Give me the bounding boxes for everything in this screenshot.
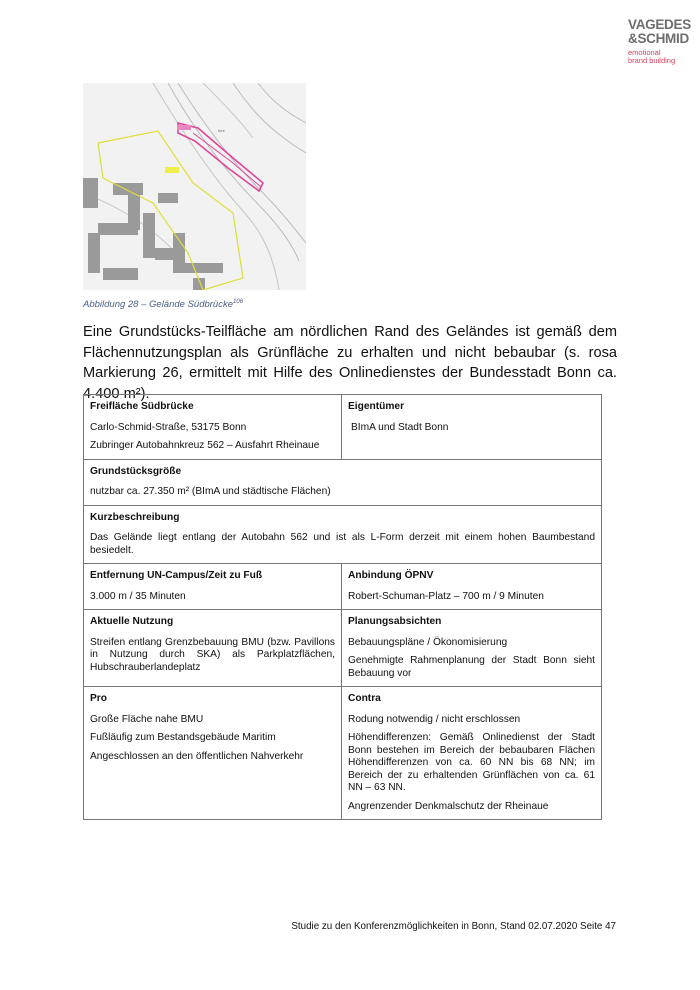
figure-caption-text: Abbildung 28 – Gelände Südbrücke <box>83 299 234 311</box>
size-heading: Grundstücksgröße <box>90 465 182 477</box>
planning-item: Genehmigte Rahmenplanung der Stadt Bonn sieht Bebauung vor <box>348 655 595 679</box>
contra-cell <box>342 687 602 820</box>
figure-footnote-marker: 106 <box>233 299 244 305</box>
contra-heading: Contra <box>348 693 381 704</box>
svg-text:Innr: Innr <box>218 128 225 133</box>
description-value: Das Gelände liegt entlang der Autobahn 562 und ist als L-Form derzeit mit einem hohen Baumbestand besiedelt. <box>90 532 595 556</box>
contra-item: Rodung notwendig / nicht erschlossen <box>348 713 521 725</box>
size-cell <box>84 459 602 505</box>
planning-heading: Planungsabsichten <box>348 616 442 627</box>
page-footer: Studie zu den Konferenzmöglichkeiten in Bonn, Stand 02.07.2020 Seite 47 <box>291 921 616 932</box>
site-address: Carlo-Schmid-Straße, 53175 Bonn <box>90 421 247 433</box>
table-row <box>84 564 602 610</box>
distance-cell <box>84 564 342 610</box>
site-access: Zubringer Autobahnkreuz 562 – Ausfahrt Rheinaue <box>90 440 320 451</box>
distance-heading: Entfernung UN-Campus/Zeit zu Fuß <box>90 570 263 581</box>
transit-cell <box>342 564 602 610</box>
owner-value: BImA und Stadt Bonn <box>351 421 449 433</box>
owner-cell <box>342 395 602 460</box>
usage-cell <box>84 610 342 687</box>
site-info-table <box>83 394 602 820</box>
site-map-image <box>83 83 306 290</box>
distance-value: 3.000 m / 35 Minuten <box>90 590 186 602</box>
table-row <box>84 459 602 505</box>
description-cell <box>84 505 602 564</box>
contra-item: Höhendifferenzen: Gemäß Onlinedienst der Stadt Bonn bestehen im Bereich der bebaubaren Flächen Höhendifferenzen von ca. 60 NN bis 68 NN; im Bereich der zu erhaltenden Grünflächen von ca. 61 NN – 63 NN. <box>348 732 595 793</box>
pro-item: Angeschlossen an den öffentlichen Nahverkehr <box>90 750 304 762</box>
logo-line-1: VAGEDES <box>628 17 691 32</box>
pro-item: Große Fläche nahe BMU <box>90 713 204 725</box>
table-row <box>84 687 602 820</box>
site-name-cell <box>84 395 342 460</box>
size-value: nutzbar ca. 27.350 m² (BImA und städtische Flächen) <box>90 486 331 497</box>
brand-logo <box>628 18 690 65</box>
owner-heading: Eigentümer <box>348 401 405 412</box>
pro-heading: Pro <box>90 693 107 704</box>
description-heading: Kurzbeschreibung <box>90 511 180 523</box>
site-name-heading: Freifläche Südbrücke <box>90 401 194 412</box>
transit-value: Robert-Schuman-Platz – 700 m / 9 Minuten <box>348 590 544 602</box>
map-drawing <box>83 83 306 290</box>
transit-heading: Anbindung ÖPNV <box>348 570 434 581</box>
pro-item: Fußläufig zum Bestandsgebäude Maritim <box>90 732 276 743</box>
logo-tagline-2: brand building <box>628 56 676 65</box>
planning-cell <box>342 610 602 687</box>
planning-item: Bebauungspläne / Ökonomisierung <box>348 636 508 648</box>
figure-caption <box>83 299 243 310</box>
logo-tagline-1: emotional <box>628 48 661 57</box>
table-row <box>84 505 602 564</box>
table-row <box>84 610 602 687</box>
contra-item: Angrenzender Denkmalschutz der Rheinaue <box>348 800 549 812</box>
pro-cell <box>84 687 342 820</box>
logo-line-2: &SCHMID <box>628 31 689 46</box>
intro-paragraph: Eine Grundstücks-Teilfläche am nördlichen Rand des Geländes ist gemäß dem Flächennutzungsplan als Grünfläche zu erhalten und nicht bebaubar (s. rosa Markierung 26, ermittelt mit Hilfe des Onlinedienstes der Bundesstadt Bonn ca. 4.400 m²). <box>83 324 617 402</box>
usage-heading: Aktuelle Nutzung <box>90 616 174 627</box>
table-row <box>84 395 602 460</box>
usage-value: Streifen entlang Grenzbebauung BMU (bzw. Pavillons in Nutzung durch SKA) als Parkplatzflächen, Hubschrauberlandeplatz <box>90 636 335 673</box>
